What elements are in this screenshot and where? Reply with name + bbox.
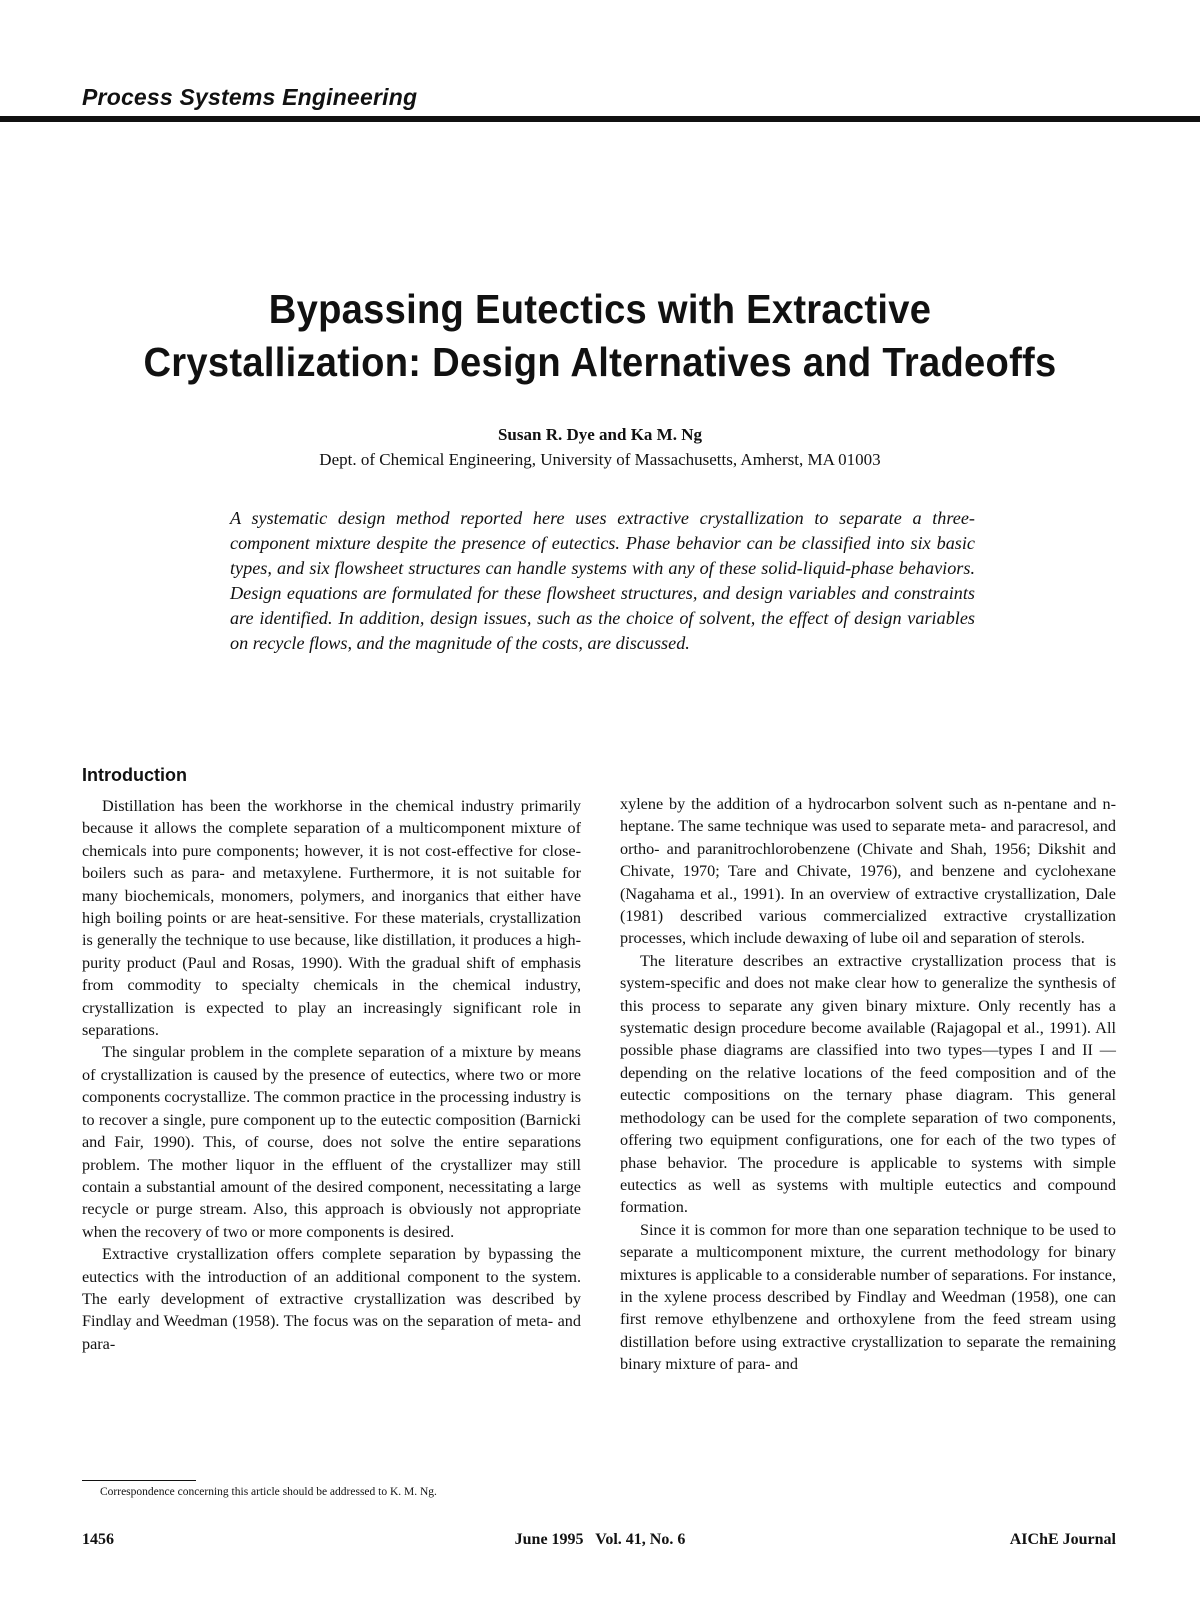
paragraph: xylene by the addition of a hydrocarbon solvent such as n-pentane and n-heptane. The same technique was used to separate meta- and paracresol, and ortho- and paranitrochlorobenzene (Chivate and Shah, 1956; Dikshit and Chivate, 1970; Tare and Chivate, 1976), and benzene and cyclohexane (Nagahama et al., 1991). In an overview of extractive crystallization, Dale (1981) described various commercialized extractive crystallization processes, which include dewaxing of lube oil and separation of sterols. — [620, 795, 1116, 948]
section-label: Process Systems Engineering — [82, 84, 418, 110]
issue-info: June 1995 Vol. 41, No. 6 — [514, 1531, 686, 1548]
abstract: A systematic design method reported here uses extractive crystallization to separate a three-component mixture despite the presence of eutectics. Phase behavior can be classified into six basic types, and six flowsheet structures can handle systems with any of these solid-liquid-phase behaviors. Design equations are formulated for these flowsheet structures, and design variables and constraints are identified. In addition, design issues, such as the choice of solvent, the effect of design variables on recycle flows, and the magnitude of the costs, are discussed. — [230, 508, 975, 653]
paragraph: The singular problem in the complete separation of a mixture by means of crystallization is caused by the presence of eutectics, where two or more components cocrystallize. The common practice in the processing industry is to recover a single, pure component up to the eutectic composition (Barnicki and Fair, 1990). This, of course, does not solve the entire separations problem. The mother liquor in the effluent of the crystallizer may still contain a substantial amount of the desired component, necessitating a large recycle or purge stream. Also, this approach is obviously not appropriate when the recovery of two or more components is desired. — [82, 1043, 581, 1241]
left-column — [82, 795, 581, 1355]
journal-name: AIChE Journal — [1009, 1531, 1116, 1548]
footnote-rule — [82, 1480, 196, 1481]
paragraph: The literature describes an extractive crystallization process that is system-specific and does not make clear how to generalize the synthesis of this process to separate any given binary mixture. Only recently has a systematic design procedure become available (Rajagopal et al., 1991). All possible phase diagrams are classified into two types—types I and II —depending on the relative locations of the feed composition and of the eutectic compositions on the ternary phase diagram. This general methodology can be used for the complete separation of two components, offering two equipment configurations, one for each of the two types of phase behavior. The procedure is applicable to systems with simple eutectics as well as systems with multiple eutectics and compound formation. — [620, 951, 1116, 1217]
footnote: Correspondence concerning this article should be addressed to K. M. Ng. — [100, 1486, 437, 1498]
right-column — [620, 793, 1116, 1376]
header-rule — [0, 116, 1200, 122]
article-title — [79, 283, 1121, 389]
affiliation: Dept. of Chemical Engineering, University of Massachusetts, Amherst, MA 01003 — [319, 450, 881, 469]
page-number: 1456 — [82, 1531, 114, 1548]
paragraph: Since it is common for more than one separation technique to be used to separate a multicomponent mixture, the current methodology for binary mixtures is applicable to a considerable number of separations. For instance, in the xylene process described by Findlay and Weedman (1958), one can first remove ethylbenzene and orthoxylene from the feed stream using distillation before using extractive crystallization to separate the remaining binary mixture of para- and — [620, 1220, 1116, 1374]
authors: Susan R. Dye and Ka M. Ng — [497, 425, 703, 444]
introduction-heading: Introduction — [82, 765, 187, 785]
title-line-2: Crystallization: Design Alternatives and Tradeoffs — [143, 339, 1057, 385]
title-line-1: Bypassing Eutectics with Extractive — [268, 286, 932, 332]
paragraph: Extractive crystallization offers complete separation by bypassing the eutectics with the introduction of an additional component to the system. The early development of extractive crystallization was described by Findlay and Weedman (1958). The focus was on the separation of meta- and para- — [82, 1245, 581, 1353]
paragraph: Distillation has been the workhorse in the chemical industry primarily because it allows the complete separation of a multicomponent mixture of chemicals into pure components; however, it is not cost-effective for close-boilers such as para- and metaxylene. Furthermore, it is not suitable for many biochemicals, monomers, polymers, and inorganics that either have high boiling points or are heat-sensitive. For these materials, crystallization is generally the technique to use because, like distillation, it produces a high-purity product (Paul and Rosas, 1990). With the gradual shift of emphasis from commodity to specialty chemicals in the chemical industry, crystallization is expected to play an increasingly significant role in separations. — [82, 797, 581, 1040]
